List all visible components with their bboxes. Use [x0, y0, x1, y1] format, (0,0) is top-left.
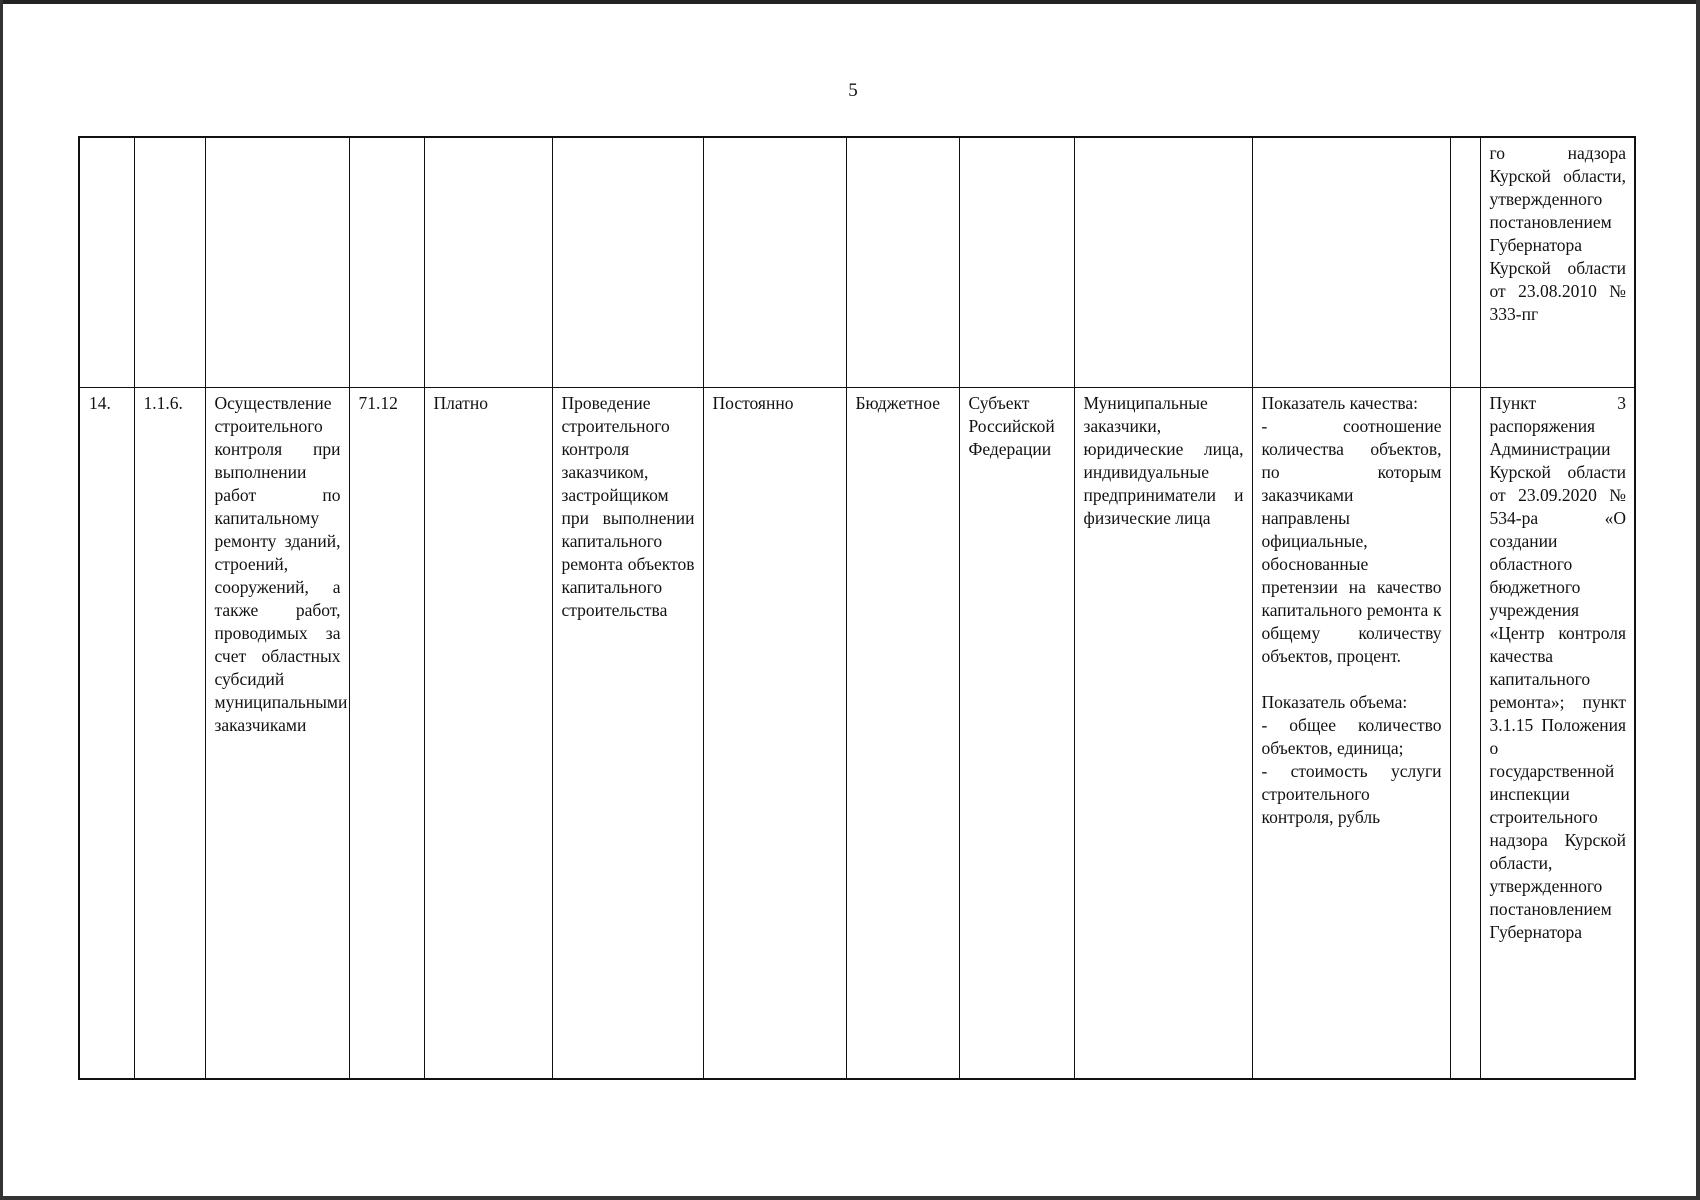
cell-empty: [1450, 137, 1480, 387]
quality-indicator-title: Показатель качества:: [1261, 392, 1419, 413]
cell-empty: [424, 137, 552, 387]
cell-empty: [349, 137, 424, 387]
scan-edge-top: [0, 0, 1700, 4]
cell-empty: [703, 137, 846, 387]
cell-empty: [79, 137, 134, 387]
cell-empty: [846, 137, 959, 387]
cell-service-code: 1.1.6.: [134, 387, 205, 1079]
cell-okved-code: 71.12: [349, 387, 424, 1079]
scan-edge-left: [0, 0, 3, 1200]
table-row: [79, 387, 1635, 1079]
cell-founder: Субъект Российской Федерации: [959, 387, 1074, 1079]
cell-empty: [1252, 137, 1450, 387]
cell-empty: [959, 137, 1074, 387]
cell-institution-type: Бюджетное: [846, 387, 959, 1079]
cell-empty: [134, 137, 205, 387]
cell-indicators: [1252, 387, 1450, 1079]
table-row: [79, 137, 1635, 387]
spacer: [1262, 668, 1442, 691]
cell-service-name: Осуществление строительного контроля при выполнении работ по капитальному ремонту зданий, строений, сооружений, а также работ, проводимых за счет областных субсидий муниципальными заказчиками: [205, 387, 349, 1079]
cell-service-content: Проведение строительного контроля заказчиком, застройщиком при выполнении капитального ремонта объектов капитального строительства: [552, 387, 703, 1079]
volume-indicator-title: Показатель объема:: [1261, 691, 1408, 712]
volume-indicator-item: - стоимость услуги строительного контроля, рубль: [1261, 760, 1442, 827]
cell-empty: [1074, 137, 1252, 387]
cell-legal-basis-continued: го надзора Курской области, утвержденного постановлением Губернатора Курской области от 23.08.2010 № 333-пг: [1480, 137, 1635, 387]
cell-row-number: 14.: [79, 387, 134, 1079]
cell-legal-basis: Пункт 3 распоряжения Администрации Курской области от 23.09.2020 № 534-ра «О создании областного бюджетного учреждения «Центр контроля качества капитального ремонта»; пункт 3.1.15 Положения о государственной инспекции строительного надзора Курской области, утвержденного постановлением Губернатора: [1480, 387, 1635, 1079]
volume-indicator-item: - общее количество объектов, единица;: [1261, 714, 1442, 758]
cell-consumers: Муниципальные заказчики, юридические лица, индивидуальные предприниматели и физические лица: [1074, 387, 1252, 1079]
services-table: [78, 136, 1636, 1080]
quality-indicator-item: - соотношение количества объектов, по которым заказчиками направлены официальные, обоснованные претензии на качество капитального ремонта к общему количеству объектов, процент.: [1261, 415, 1442, 666]
cell-extra: [1450, 387, 1480, 1079]
cell-period: Постоянно: [703, 387, 846, 1079]
scan-edge-bottom: [0, 1196, 1700, 1200]
cell-payment-type: Платно: [424, 387, 552, 1079]
cell-empty: [552, 137, 703, 387]
scan-edge-right: [1696, 0, 1700, 1200]
cell-empty: [205, 137, 349, 387]
page-number: 5: [848, 80, 858, 101]
